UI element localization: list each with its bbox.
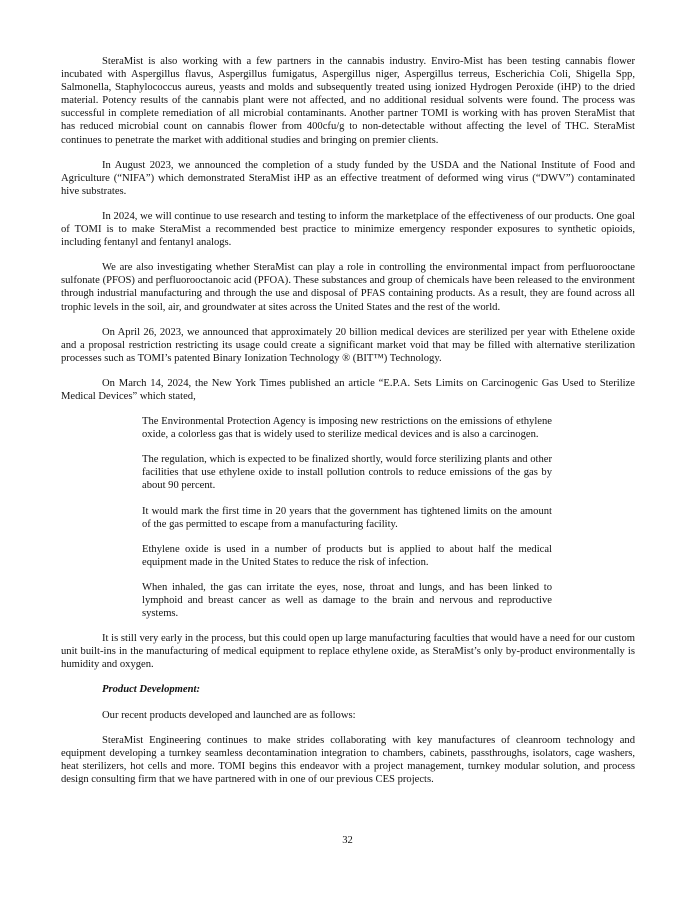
- quote-paragraph: Ethylene oxide is used in a number of products but is applied to about half the medical equipment made in the United States to reduce the risk of infection.: [142, 543, 552, 568]
- paragraph-pfas-investigation: We are also investigating whether SteraMist can play a role in controlling the environmental impact from perfluorooctane sulfonate (PFOS) and perfluorooctanoic acid (PFOA). These substances and group of chemicals have been released to the environment through industrial manufacturing and through the use and disposal of PFAS containing products. As a result, they are found across all trophic levels in the soil, air, and groundwater at sites across the United States and the rest of the world.: [61, 262, 635, 313]
- paragraph-2024-research: In 2024, we will continue to use research and testing to inform the marketplace of the effectiveness of our products. One goal of TOMI is to make SteraMist a recommended best practice to minimize emergency responder exposures to synthetic opioids, including fentanyl and fentanyl analogs.: [61, 210, 635, 249]
- section-heading-product-development: Product Development:: [102, 684, 200, 696]
- paragraph-cannabis-partners: SteraMist is also working with a few partners in the cannabis industry. Enviro-Mist has been testing cannabis flower incubated with Aspergillus flavus, Aspergillus fumigatus, Aspergillus niger, Aspergillus terreus, Escherichia Coli, Shigella Spp, Salmonella, Staphylococcus aureus, yeasts and molds and subsequently treated using ionized Hydrogen Peroxide (iHP) to the dried material. Potency results of the cannabis plant were not affected, and no additional residual solvents were found. The process was successful in complete remediation of all microbial contaminants. Another partner TOMI is working with has proven SteraMist that has reduced microbial count on cannabis flower from 400cfu/g to non-detectable without affecting the level of THC. SteraMist continues to penetrate the market with additional studies and bringing on premier clients.: [61, 56, 635, 146]
- quote-paragraph: The regulation, which is expected to be finalized shortly, would force sterilizing plants and other facilities that use ethylene oxide to install pollution controls to reduce emissions of the gas by about 90 percent.: [142, 454, 552, 492]
- paragraph-usda-study: In August 2023, we announced the completion of a study funded by the USDA and the National Institute of Food and Agriculture (“NIFA”) which demonstrated SteraMist iHP as an effective treatment of deformed wing virus (“DWV”) contaminated hive substrates.: [61, 159, 635, 197]
- quote-paragraph: When inhaled, the gas can irritate the eyes, nose, throat and lungs, and has been linked to lymphoid and breast cancer as well as damage to the brain and nervous and reproductive systems.: [142, 581, 552, 620]
- document-body: [61, 55, 635, 798]
- quote-paragraph: The Environmental Protection Agency is imposing new restrictions on the emissions of ethylene oxide, a colorless gas that is widely used to sterilize medical devices and is also a carcinogen.: [142, 416, 552, 441]
- paragraph-recent-products: Our recent products developed and launched are as follows:: [102, 709, 356, 721]
- block-quote: [61, 415, 635, 620]
- paragraph-steramist-engineering: SteraMist Engineering continues to make strides collaborating with key manufactures of cleanroom technology and equipment developing a turnkey seamless decontamination integration to chambers, cabinets, passthroughs, isolators, cage washers, heat sterilizers, hot cells and more. TOMI begins this endeavor with a project management, turnkey modular solution, and process design consulting firm that we have partnered with in one of our previous CES projects.: [61, 734, 635, 785]
- paragraph-nyt-article: On March 14, 2024, the New York Times published an article “E.P.A. Sets Limits on Carcinogenic Gas Used to Sterilize Medical Devices” which stated,: [61, 377, 635, 402]
- paragraph-early-process: It is still very early in the process, but this could open up large manufacturing faculties that would have a need for our custom unit built-ins in the manufacturing of medical equipment to replace ethylene oxide, as SteraMist’s only by-product environmentally is humidity and oxygen.: [61, 633, 635, 671]
- paragraph-ethylene-oxide-market: On April 26, 2023, we announced that approximately 20 billion medical devices are sterilized per year with Ethelene oxide and a proposal restriction restricting its usage could create a significant market void that may be filled with alternative sterilization processes such as TOMI’s patented Binary Ionization Technology ® (BIT™) Technology.: [61, 326, 635, 364]
- quote-paragraph: It would mark the first time in 20 years that the government has tightened limits on the amount of the gas permitted to escape from a manufacturing facility.: [142, 505, 552, 530]
- page-number: 32: [342, 835, 353, 846]
